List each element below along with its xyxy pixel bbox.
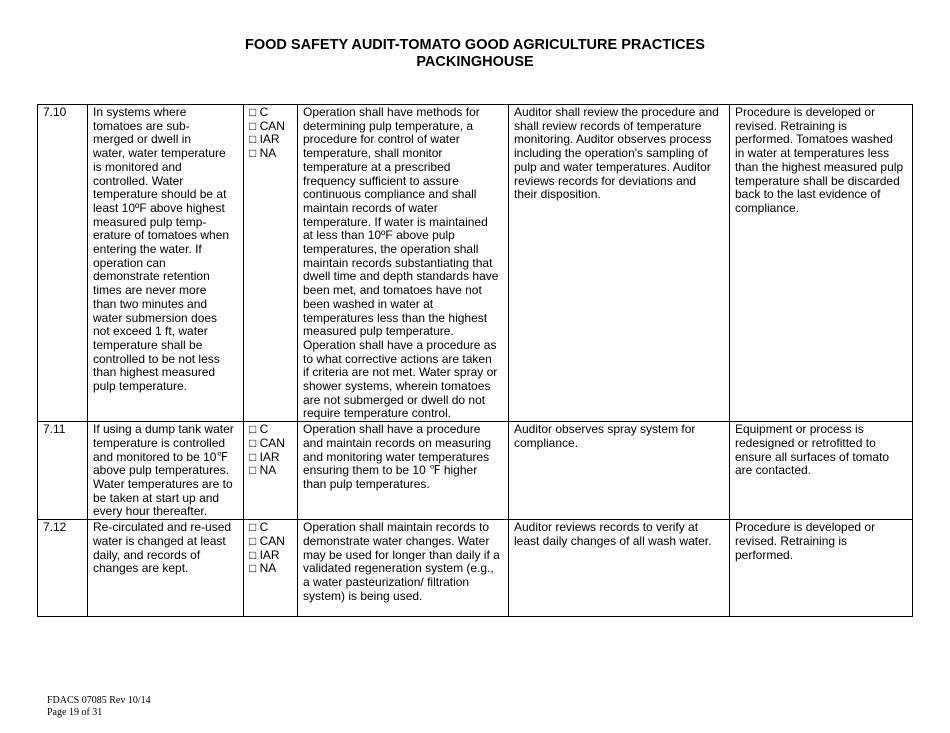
checkbox-c[interactable]: □ C — [249, 520, 269, 535]
checkbox-iar[interactable]: □ IAR — [249, 132, 280, 147]
item-number: 7.11 — [38, 422, 88, 520]
checkbox-iar[interactable]: □ IAR — [249, 449, 280, 464]
auditor-cell: Auditor reviews records to verify at least daily changes of all wash water. — [509, 520, 730, 617]
checkbox-c[interactable]: □ C — [249, 105, 269, 119]
table-row — [38, 105, 913, 422]
question-cell: Re-circulated and re-used water is changed at least daily, and records of changes are kept. — [88, 520, 244, 617]
page-number: Page 19 of 31 — [47, 707, 103, 718]
requirement-cell: Operation shall maintain records to demonstrate water changes. Water may be used for longer than daily if a validated regeneration system (e.g., a water pasteurization/ filtration system) is being used. — [298, 520, 509, 617]
corrective-cell: Equipment or process is redesigned or retrofitted to ensure all surfaces of tomato are contacted. — [730, 422, 913, 520]
table-row — [38, 422, 913, 520]
question-cell: If using a dump tank water temperature is controlled and monitored to be 10℉ above pulp temperatures. Water temperatures are to be taken at start up and every hour thereafter. — [88, 422, 244, 520]
options-cell — [244, 422, 298, 520]
table-row — [38, 520, 913, 617]
checkbox-na[interactable]: □ NA — [249, 561, 277, 576]
checkbox-can[interactable]: □ CAN — [249, 118, 285, 133]
title-line-2: PACKINGHOUSE — [416, 54, 534, 70]
checkbox-na[interactable]: □ NA — [249, 463, 277, 478]
corrective-cell: Procedure is developed or revised. Retraining is performed. — [730, 520, 913, 617]
title-line-1: FOOD SAFETY AUDIT-TOMATO GOOD AGRICULTURE PRACTICES — [245, 37, 705, 53]
corrective-cell: Procedure is developed or revised. Retraining is performed. Tomatoes washed in water at temperatures less than the highest measured pulp temperature shall be discarded back to the last evidence of compliance. — [730, 105, 913, 422]
question-cell: In systems where tomatoes are sub- merged or dwell in water, water temperature is monitored and controlled. Water temperature should be at least 10ºF above highest measured pulp temp- erature of tomatoes when entering the water. If operation can demonstrate retention times are never more than two minutes and water submersion does not exceed 1 ft, water temperature shall be controlled to be not less than highest measured pulp temperature. — [88, 105, 244, 422]
form-id: FDACS 07085 Rev 10/14 — [47, 695, 151, 706]
auditor-cell: Auditor observes spray system for compliance. — [509, 422, 730, 520]
page-footer — [47, 695, 151, 719]
checkbox-can[interactable]: □ CAN — [249, 435, 285, 450]
requirement-cell: Operation shall have a procedure and maintain records on measuring and monitoring water temperatures ensuring them to be 10 ℉ higher than pulp temperatures. — [298, 422, 509, 520]
item-number: 7.12 — [38, 520, 88, 617]
document-title — [0, 37, 950, 71]
checkbox-c[interactable]: □ C — [249, 422, 269, 437]
checkbox-can[interactable]: □ CAN — [249, 533, 285, 548]
options-cell — [244, 520, 298, 617]
options-cell — [244, 105, 298, 422]
audit-table — [37, 104, 913, 617]
checkbox-iar[interactable]: □ IAR — [249, 547, 280, 562]
auditor-cell: Auditor shall review the procedure and shall review records of temperature monitoring. Auditor observes process including the operation's sampling of pulp and water temperatures. Auditor reviews records for deviations and their disposition. — [509, 105, 730, 422]
item-number: 7.10 — [38, 105, 88, 422]
requirement-cell: Operation shall have methods for determining pulp temperature, a procedure for control of water temperature, shall monitor temperature at a prescribed frequency sufficient to assure continuous compliance and shall maintain records of water temperature. If water is maintained at less than 10ºF above pulp temperatures, the operation shall maintain records substantiating that dwell time and depth standards have been met, and tomatoes have not been washed in water at temperatures less than the highest measured pulp temperature. Operation shall have a procedure as to what corrective actions are taken if criteria are not met. Water spray or shower systems, wherein tomatoes are not submerged or dwell do not require temperature control. — [298, 105, 509, 422]
checkbox-na[interactable]: □ NA — [249, 146, 277, 161]
